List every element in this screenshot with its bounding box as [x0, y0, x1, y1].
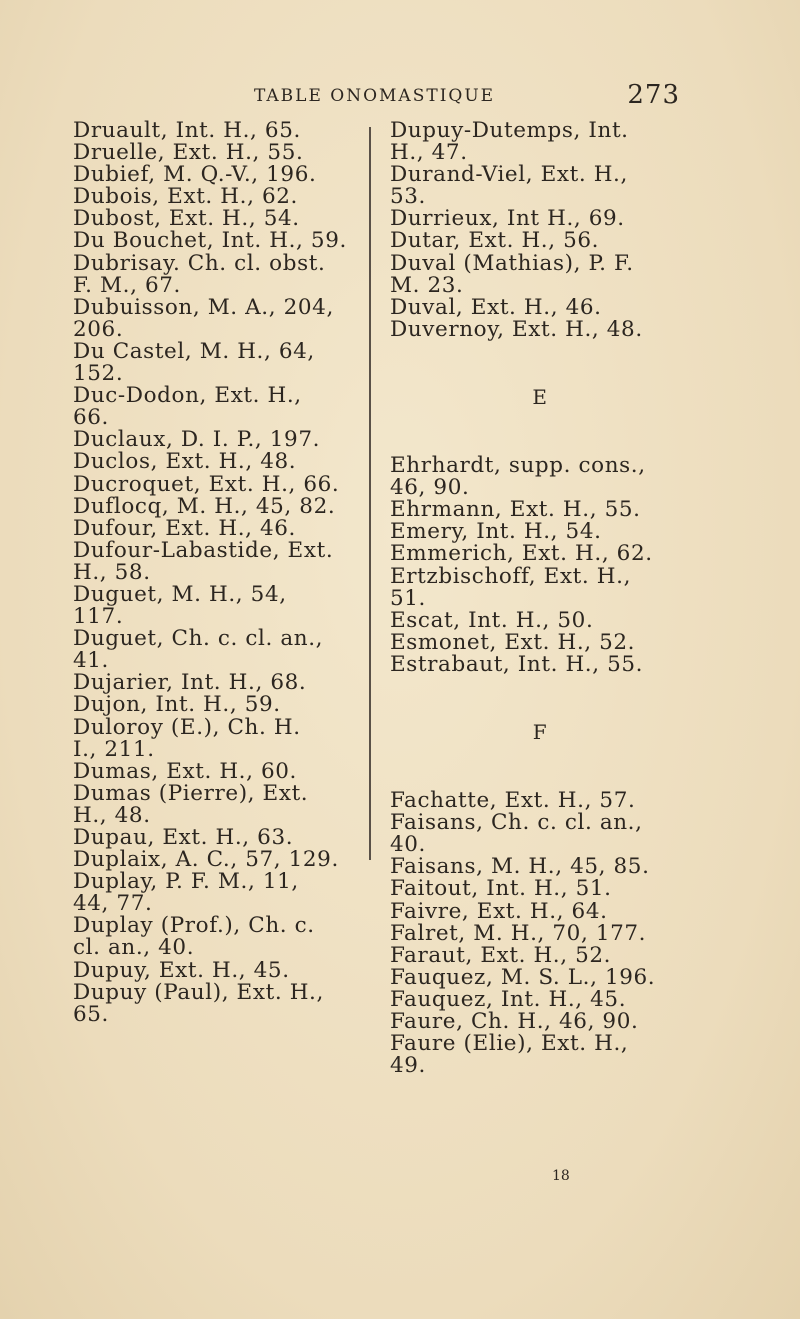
index-entry: Ehrhardt, supp. cons., 46, 90. [390, 453, 646, 501]
index-entry: Dubost, Ext. H., 54. [73, 206, 300, 232]
index-entry: Dujon, Int. H., 59. [73, 692, 281, 718]
folio-signature: 18 [552, 1168, 570, 1184]
e-entries [390, 455, 690, 676]
index-entry: Dumas, Ext. H., 60. [73, 758, 297, 784]
index-entry: Dubrisay. Ch. cl. obst. F. M., 67. [73, 250, 326, 298]
index-entry: Escat, Int. H., 50. [390, 607, 594, 633]
index-entry: Durand-Viel, Ext. H., 53. [390, 162, 628, 210]
d-entries [390, 120, 690, 341]
index-entry: Dubief, M. Q.-V., 196. [73, 162, 317, 188]
index-entry: Duvernoy, Ext. H., 48. [390, 316, 643, 342]
index-entry: Emery, Int. H., 54. [390, 519, 602, 545]
index-entry: Duval (Mathias), P. F. M. 23. [390, 250, 634, 298]
index-entry: Du Castel, M. H., 64, 152. [73, 338, 315, 387]
page-number: 273 [627, 80, 680, 110]
index-entry: Ehrmann, Ext. H., 55. [390, 497, 641, 523]
index-entry: Duplay (Prof.), Ch. c. cl. an., 40. [73, 913, 315, 961]
index-entry: Dufour, Ext. H., 46. [73, 515, 296, 541]
index-entry: Dufour-Labastide, Ext. H., 58. [73, 537, 334, 585]
index-entry: Faitout, Int. H., 51. [390, 876, 612, 902]
index-entry: Duval, Ext. H., 46. [390, 294, 602, 320]
index-entry: Faisans, M. H., 45, 85. [390, 854, 650, 880]
index-entry: Dutar, Ext. H., 56. [390, 228, 600, 254]
index-entry: Duplay, P. F. M., 11, 44, 77. [73, 869, 299, 917]
index-entry: Esmonet, Ext. H., 52. [390, 629, 636, 655]
index-entry: Duc-Dodon, Ext. H., 66. [73, 383, 302, 431]
index-entry: Duplaix, A. C., 57, 129. [73, 847, 339, 873]
index-entry: Dupuy, Ext. H., 45. [73, 957, 290, 983]
index-entry: Dupau, Ext. H., 63. [73, 825, 294, 850]
index-entry: Duguet, Ch. c. cl. an., 41. [73, 626, 324, 674]
index-entry: Ertzbischoff, Ext. H., 51. [390, 563, 632, 611]
index-entry: Duguet, M. H., 54, 117. [73, 581, 287, 630]
index-entry: Duflocq, M. H., 45, 82. [73, 493, 336, 519]
index-entry: Dubois, Ext. H., 62. [73, 184, 298, 210]
index-entry: Emmerich, Ext. H., 62. [390, 541, 653, 567]
index-entry: Estrabaut, Int. H., 55. [390, 651, 644, 677]
index-entry: Dumas (Pierre), Ext. H., 48. [73, 780, 309, 828]
running-title: TABLE ONOMASTIQUE [254, 86, 496, 106]
column-divider [369, 127, 371, 860]
index-entry: Duclos, Ext. H., 48. [73, 449, 297, 475]
index-entry: Faisans, Ch. c. cl. an., 40. [390, 810, 643, 858]
index-entry: Dupuy-Dutemps, Int. H., 47. [390, 118, 629, 166]
index-entry: Ducroquet, Ext. H., 66. [73, 471, 340, 497]
f-entries [390, 790, 690, 1077]
index-entry: Duloroy (E.), Ch. H. I., 211. [73, 714, 301, 762]
index-entry: Falret, M. H., 70, 177. [390, 920, 647, 946]
index-entry: Faure (Elie), Ext. H., 49. [390, 1031, 629, 1079]
index-entry: Du Bouchet, Int. H., 59. [73, 228, 347, 254]
section-letter-e: E [532, 384, 548, 409]
section-letter-f: F [532, 719, 548, 744]
page-header [60, 80, 680, 110]
index-entry: Faure, Ch. H., 46, 90. [390, 1009, 639, 1034]
index-entry: Druault, Int. H., 65. [73, 118, 301, 143]
index-entry: Dubuisson, M. A., 204, 206. [73, 294, 334, 342]
index-entry: Durrieux, Int H., 69. [390, 206, 625, 232]
index-column-left [73, 120, 368, 1026]
index-entry: Faivre, Ext. H., 64. [390, 898, 608, 924]
index-entry: Fauquez, M. S. L., 196. [390, 964, 656, 990]
index-entry: Fauquez, Int. H., 45. [390, 986, 627, 1012]
index-entry: Duclaux, D. I. P., 197. [73, 427, 321, 453]
index-entry: Dujarier, Int. H., 68. [73, 670, 307, 696]
index-entry: Faraut, Ext. H., 52. [390, 942, 612, 968]
index-column-right [390, 120, 690, 1077]
index-entry: Druelle, Ext. H., 55. [73, 140, 304, 166]
index-entry: Fachatte, Ext. H., 57. [390, 788, 636, 814]
index-entry: Dupuy (Paul), Ext. H., 65. [73, 979, 324, 1027]
